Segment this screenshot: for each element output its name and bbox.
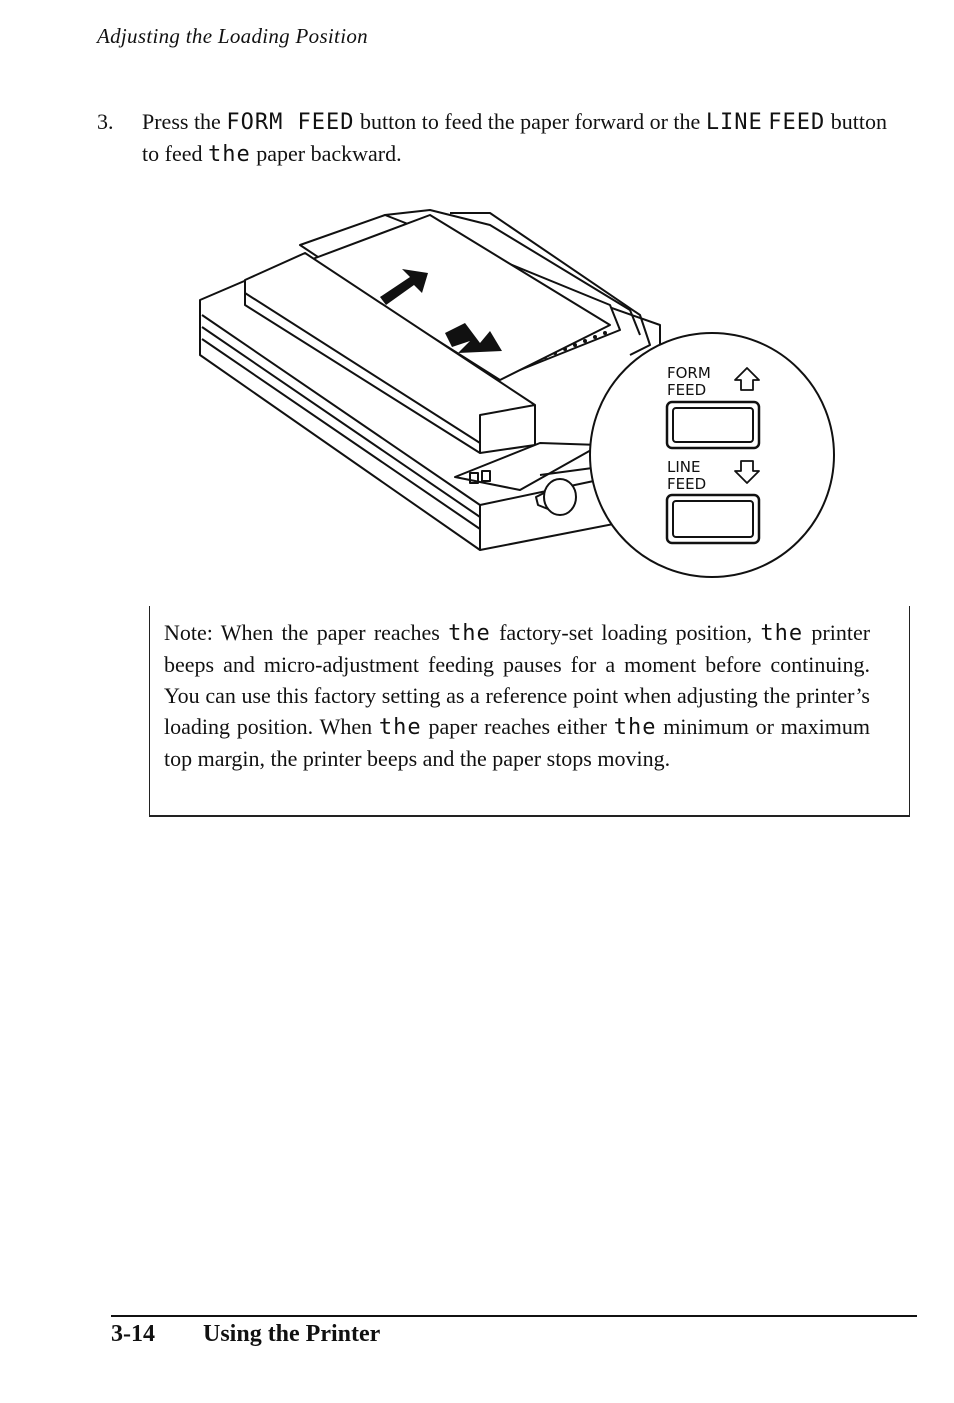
line-feed-label-1: LINE	[705, 110, 763, 135]
step-3	[97, 106, 887, 170]
form-feed-label: FORM FEED	[226, 110, 355, 135]
callout-line-label-1: LINE	[667, 458, 701, 476]
note-part-3: printer beeps and micro-adjustment feeding pauses for a moment before continuing. You can use this factory setting as a reference point when adjusting the printer’s loading position. When	[164, 620, 871, 739]
page-number: 3-14	[111, 1321, 155, 1347]
step-text-1: Press the	[142, 109, 221, 134]
note-the-1: the	[448, 621, 491, 646]
note-part-2: factory-set loading position,	[499, 620, 753, 645]
note-box	[149, 606, 910, 817]
step-text-2: button to feed the paper forward or the	[360, 109, 701, 134]
note-the-4: the	[613, 715, 657, 740]
step-text-3: button to feed	[142, 109, 888, 166]
note-part-1: Note: When the paper reaches	[164, 620, 440, 645]
step-the: the	[207, 142, 251, 167]
note-the-2: the	[760, 621, 804, 646]
callout-line-label-2: FEED	[667, 475, 707, 493]
callout-form-label-1: FORM	[667, 364, 711, 382]
footer-rule	[111, 1315, 917, 1317]
running-header: Adjusting the Loading Position	[97, 24, 368, 48]
step-text-4: paper backward.	[256, 141, 402, 166]
printer-illustration	[190, 205, 850, 585]
note-text	[164, 617, 870, 774]
section-title: Using the Printer	[203, 1321, 381, 1347]
line-feed-label-2: FEED	[768, 110, 826, 135]
callout-form-label-2: FEED	[667, 381, 707, 399]
note-the-3: the	[378, 715, 422, 740]
note-part-4: paper reaches either	[428, 714, 607, 739]
platen-knob	[544, 479, 576, 515]
step-body	[142, 106, 887, 170]
page-footer	[111, 1321, 380, 1348]
line-feed-button	[667, 495, 759, 543]
step-number: 3.	[97, 109, 114, 134]
note-part-5: minimum or maximum top margin, the printer beeps and the paper stops moving.	[164, 714, 870, 771]
